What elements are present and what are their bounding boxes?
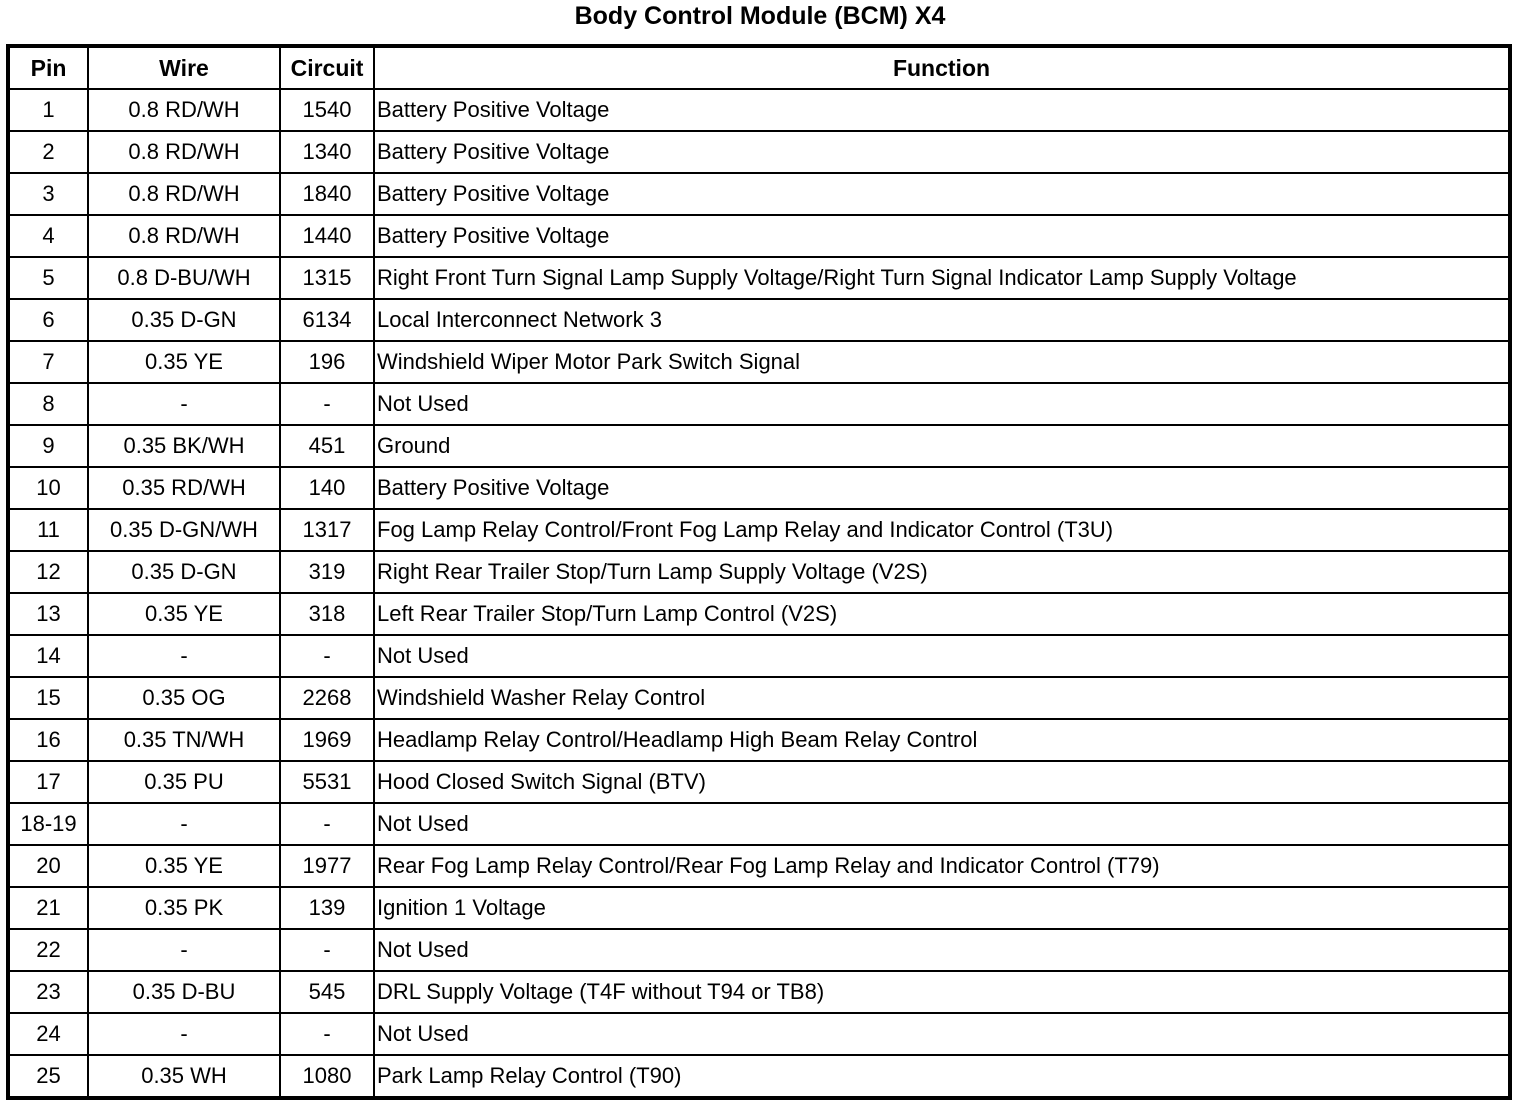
cell-function: Headlamp Relay Control/Headlamp High Beam Relay Control (374, 719, 1510, 761)
table-header-row (8, 46, 1510, 89)
cell-circuit: 139 (280, 887, 374, 929)
cell-function: Battery Positive Voltage (374, 215, 1510, 257)
cell-pin: 12 (8, 551, 88, 593)
cell-function: Not Used (374, 383, 1510, 425)
table-row (8, 635, 1510, 677)
table-row (8, 551, 1510, 593)
cell-circuit: - (280, 383, 374, 425)
cell-pin: 17 (8, 761, 88, 803)
cell-function: Battery Positive Voltage (374, 131, 1510, 173)
cell-wire: - (88, 1013, 280, 1055)
cell-pin: 2 (8, 131, 88, 173)
cell-wire: 0.8 D-BU/WH (88, 257, 280, 299)
cell-wire: - (88, 929, 280, 971)
cell-circuit: 1080 (280, 1055, 374, 1098)
cell-circuit: 2268 (280, 677, 374, 719)
cell-circuit: 1840 (280, 173, 374, 215)
column-header-pin: Pin (8, 46, 88, 89)
cell-wire: 0.35 YE (88, 845, 280, 887)
cell-wire: - (88, 635, 280, 677)
column-header-function: Function (374, 46, 1510, 89)
cell-circuit: - (280, 803, 374, 845)
cell-function: DRL Supply Voltage (T4F without T94 or TB8) (374, 971, 1510, 1013)
cell-wire: 0.35 BK/WH (88, 425, 280, 467)
cell-wire: 0.35 D-GN (88, 299, 280, 341)
cell-pin: 3 (8, 173, 88, 215)
cell-wire: 0.35 RD/WH (88, 467, 280, 509)
cell-pin: 1 (8, 89, 88, 131)
table-row (8, 425, 1510, 467)
cell-pin: 15 (8, 677, 88, 719)
cell-pin: 25 (8, 1055, 88, 1098)
cell-wire: - (88, 803, 280, 845)
cell-pin: 23 (8, 971, 88, 1013)
column-header-circuit: Circuit (280, 46, 374, 89)
table-row (8, 383, 1510, 425)
cell-circuit: 1315 (280, 257, 374, 299)
cell-function: Battery Positive Voltage (374, 173, 1510, 215)
cell-pin: 4 (8, 215, 88, 257)
cell-wire: 0.8 RD/WH (88, 215, 280, 257)
cell-pin: 16 (8, 719, 88, 761)
cell-function: Not Used (374, 635, 1510, 677)
table-row (8, 341, 1510, 383)
cell-wire: 0.8 RD/WH (88, 131, 280, 173)
cell-circuit: 451 (280, 425, 374, 467)
cell-pin: 20 (8, 845, 88, 887)
cell-function: Hood Closed Switch Signal (BTV) (374, 761, 1510, 803)
cell-circuit: 5531 (280, 761, 374, 803)
table-row (8, 761, 1510, 803)
table-row (8, 677, 1510, 719)
cell-wire: 0.8 RD/WH (88, 89, 280, 131)
table-row (8, 173, 1510, 215)
table-row (8, 509, 1510, 551)
cell-circuit: 545 (280, 971, 374, 1013)
cell-function: Fog Lamp Relay Control/Front Fog Lamp Relay and Indicator Control (T3U) (374, 509, 1510, 551)
table-row (8, 803, 1510, 845)
cell-circuit: - (280, 1013, 374, 1055)
table-row (8, 593, 1510, 635)
cell-pin: 24 (8, 1013, 88, 1055)
table-row (8, 929, 1510, 971)
cell-pin: 21 (8, 887, 88, 929)
table-row (8, 257, 1510, 299)
cell-wire: 0.35 PK (88, 887, 280, 929)
table-row (8, 719, 1510, 761)
cell-wire: 0.35 D-GN (88, 551, 280, 593)
cell-function: Battery Positive Voltage (374, 467, 1510, 509)
table-row (8, 215, 1510, 257)
cell-function: Windshield Wiper Motor Park Switch Signal (374, 341, 1510, 383)
cell-function: Left Rear Trailer Stop/Turn Lamp Control (V2S) (374, 593, 1510, 635)
cell-function: Local Interconnect Network 3 (374, 299, 1510, 341)
cell-circuit: 1540 (280, 89, 374, 131)
cell-circuit: 1340 (280, 131, 374, 173)
cell-pin: 5 (8, 257, 88, 299)
pinout-table (6, 44, 1512, 1100)
cell-function: Ignition 1 Voltage (374, 887, 1510, 929)
cell-pin: 13 (8, 593, 88, 635)
cell-wire: 0.35 TN/WH (88, 719, 280, 761)
cell-function: Rear Fog Lamp Relay Control/Rear Fog Lamp Relay and Indicator Control (T79) (374, 845, 1510, 887)
table-row (8, 131, 1510, 173)
table-row (8, 971, 1510, 1013)
cell-wire: 0.35 PU (88, 761, 280, 803)
cell-circuit: 318 (280, 593, 374, 635)
table-row (8, 1013, 1510, 1055)
cell-circuit: - (280, 635, 374, 677)
cell-circuit: 319 (280, 551, 374, 593)
cell-pin: 14 (8, 635, 88, 677)
cell-circuit: - (280, 929, 374, 971)
cell-function: Right Rear Trailer Stop/Turn Lamp Supply Voltage (V2S) (374, 551, 1510, 593)
cell-pin: 10 (8, 467, 88, 509)
table-row (8, 467, 1510, 509)
table-row (8, 1055, 1510, 1098)
cell-function: Battery Positive Voltage (374, 89, 1510, 131)
cell-wire: 0.35 OG (88, 677, 280, 719)
cell-pin: 18-19 (8, 803, 88, 845)
table-row (8, 89, 1510, 131)
cell-function: Park Lamp Relay Control (T90) (374, 1055, 1510, 1098)
cell-wire: 0.35 YE (88, 341, 280, 383)
page-title: Body Control Module (BCM) X4 (574, 2, 946, 30)
cell-function: Right Front Turn Signal Lamp Supply Voltage/Right Turn Signal Indicator Lamp Supply Voltage (374, 257, 1510, 299)
cell-function: Ground (374, 425, 1510, 467)
cell-circuit: 140 (280, 467, 374, 509)
cell-wire: 0.35 D-BU (88, 971, 280, 1013)
cell-wire: 0.8 RD/WH (88, 173, 280, 215)
cell-wire: 0.35 WH (88, 1055, 280, 1098)
column-header-wire: Wire (88, 46, 280, 89)
cell-function: Not Used (374, 803, 1510, 845)
table-row (8, 887, 1510, 929)
cell-function: Windshield Washer Relay Control (374, 677, 1510, 719)
cell-wire: - (88, 383, 280, 425)
cell-circuit: 1969 (280, 719, 374, 761)
table-row (8, 299, 1510, 341)
cell-wire: 0.35 D-GN/WH (88, 509, 280, 551)
cell-circuit: 1317 (280, 509, 374, 551)
cell-pin: 8 (8, 383, 88, 425)
cell-function: Not Used (374, 929, 1510, 971)
cell-pin: 22 (8, 929, 88, 971)
table-row (8, 845, 1510, 887)
cell-pin: 7 (8, 341, 88, 383)
cell-circuit: 1977 (280, 845, 374, 887)
cell-pin: 11 (8, 509, 88, 551)
cell-function: Not Used (374, 1013, 1510, 1055)
cell-pin: 6 (8, 299, 88, 341)
cell-pin: 9 (8, 425, 88, 467)
cell-circuit: 196 (280, 341, 374, 383)
cell-circuit: 1440 (280, 215, 374, 257)
cell-circuit: 6134 (280, 299, 374, 341)
cell-wire: 0.35 YE (88, 593, 280, 635)
